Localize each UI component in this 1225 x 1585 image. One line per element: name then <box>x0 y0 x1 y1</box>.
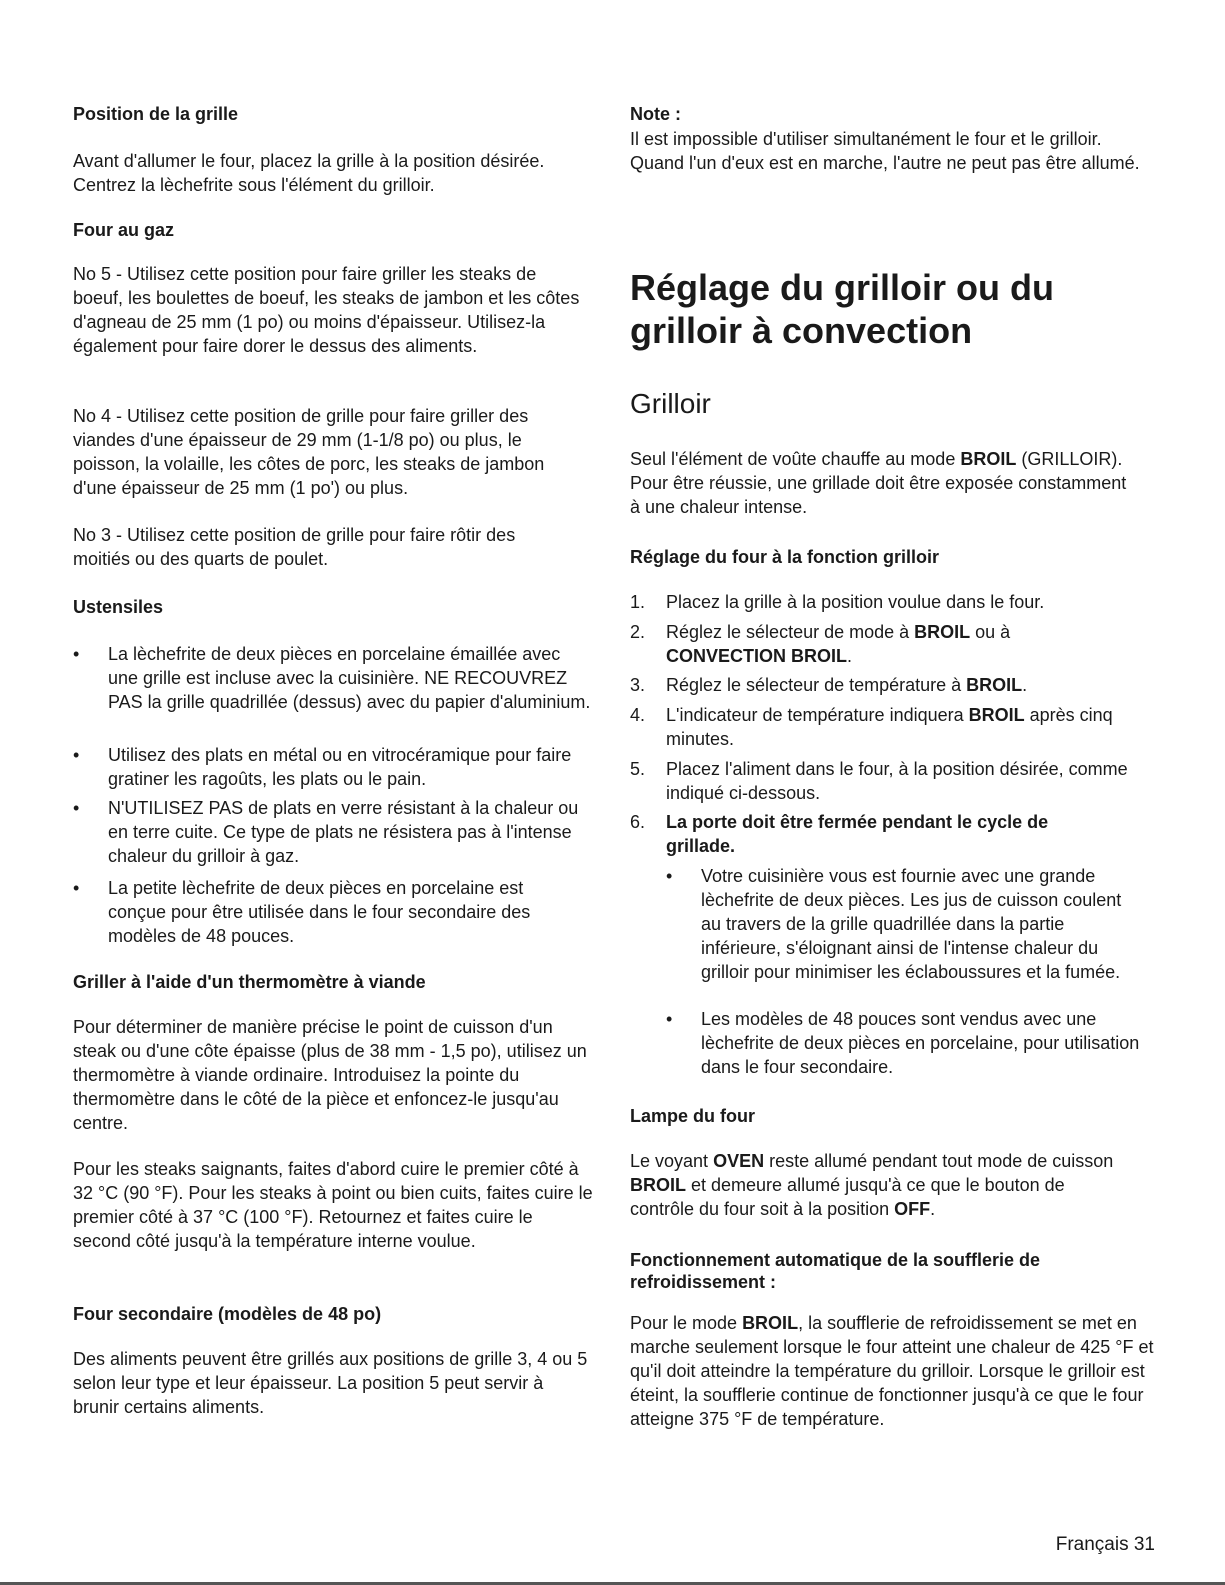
list-item <box>666 864 1146 984</box>
step-text: La porte doit être fermée pendant le cycle de grillade. <box>666 812 1049 856</box>
heading-grilloir: Grilloir <box>630 388 711 419</box>
step-number: 5. <box>630 759 646 779</box>
text-span: et demeure allumé jusqu'à ce que le bouton de contrôle du four soit à la position <box>630 1175 1065 1219</box>
heading-four-au-gaz: Four au gaz <box>73 220 175 240</box>
heading-thermometre: Griller à l'aide d'un thermomètre à viande <box>73 972 426 992</box>
heading-position-grille: Position de la grille <box>73 104 239 124</box>
bold-span: CONVECTION BROIL <box>666 646 848 666</box>
list-item <box>630 757 1136 805</box>
heading-soufflerie: Fonctionnement automatique de la soufflerie de refroidissement : <box>630 1250 1041 1292</box>
bullet-text: La lèchefrite de deux pièces en porcelaine émaillée avec une grille est incluse avec la cuisinière. NE RECOUVREZ PAS la grille quadrillée (dessus) avec du papier d'aluminium. <box>108 644 591 712</box>
bold-span: OVEN <box>713 1151 765 1171</box>
text-span: . <box>847 646 853 666</box>
text-span: . <box>1022 675 1028 695</box>
text-span: Seul l'élément de voûte chauffe au mode <box>630 449 961 469</box>
bullet-text: N'UTILISEZ PAS de plats en verre résistant à la chaleur ou en terre cuite. Ce type de plats ne résistera pas à l'intense chaleur du grilloir à gaz. <box>108 798 579 866</box>
paragraph-no5: No 5 - Utilisez cette position pour faire griller les steaks de boeuf, les boulettes de boeuf, les steaks de jambon et les côtes d'agneau de 25 mm (1 po) ou moins d'épaisseur. Utilisez-la également pour faire dorer le dessus des aliments. <box>73 264 580 356</box>
heading-lampe: Lampe du four <box>630 1106 755 1126</box>
paragraph-note: Il est impossible d'utiliser simultanément le four et le grilloir. Quand l'un d'eux est en marche, l'autre ne peut pas être allumé. <box>630 129 1140 173</box>
heading-note: Note : <box>630 104 681 124</box>
paragraph-thermometre-2: Pour les steaks saignants, faites d'abord cuire le premier côté à 32 °C (90 °F). Pour les steaks à point ou bien cuits, faites cuire le premier côté à 37 °C (100 °F). Retournez et faites cuire le second côté jusqu'à la température interne voulue. <box>73 1159 593 1251</box>
text-span: L'indicateur de température indiquera <box>666 705 969 725</box>
text-span: après cinq minutes. <box>666 705 1113 749</box>
list-item <box>73 876 578 948</box>
bullet-icon: • <box>73 644 80 664</box>
text-span: . <box>930 1199 936 1219</box>
bold-span: OFF <box>894 1199 931 1219</box>
step-number: 2. <box>630 622 646 642</box>
list-item <box>73 743 593 791</box>
bold-span: BROIL <box>968 705 1025 725</box>
bullet-icon: • <box>666 866 673 886</box>
text-span: , la soufflerie de refroidissement se met en marche seulement lorsque le four atteint une chaleur de 425 °F et qu'il doit atteindre la température du grilloir. Lorsque le grilloir est éteint, la soufflerie continue de fonctionner jusqu'à ce que le four atteigne 375 °F de température. <box>630 1313 1154 1429</box>
list-item <box>630 673 1146 697</box>
step-text: Placez la grille à la position voulue dans le four. <box>666 592 1045 612</box>
step-number: 1. <box>630 592 646 612</box>
step-number: 6. <box>630 812 646 832</box>
text-span: Réglez le sélecteur de mode à <box>666 622 915 642</box>
bullet-icon: • <box>73 745 80 765</box>
bold-span: BROIL <box>914 622 971 642</box>
text-span: ou à <box>970 622 1011 642</box>
text-span: Pour le mode <box>630 1313 743 1333</box>
list-item <box>630 590 1146 614</box>
paragraph-no4: No 4 - Utilisez cette position de grille pour faire griller des viandes d'une épaisseur de 29 mm (1-1/8 po) ou plus, le poisson, la volaille, les côtes de porc, les steaks de jambon d'une épaisseur de 25 mm (1 po') ou plus. <box>73 406 545 498</box>
paragraph-four-secondaire: Des aliments peuvent être grillés aux positions de grille 3, 4 ou 5 selon leur type et leur épaisseur. La position 5 peut servir à brunir certains aliments. <box>73 1349 588 1417</box>
list-item <box>73 642 593 714</box>
bullet-text: Votre cuisinière vous est fournie avec une grande lèchefrite de deux pièces. Les jus de cuisson coulent au travers de la grille quadrillée dans la partie inférieure, s'éloignant ainsi de l'intense chaleur du grilloir pour minimiser les éclaboussures et la fumée. <box>701 866 1122 982</box>
text-span: (GRILLOIR). Pour être réussie, une grillade doit être exposée constamment à une chaleur intense. <box>630 449 1127 517</box>
text-span: Le voyant <box>630 1151 714 1171</box>
bullet-text: Les modèles de 48 pouces sont vendus avec une lèchefrite de deux pièces en porcelaine, pour utilisation dans le four secondaire. <box>701 1009 1140 1077</box>
step-number: 3. <box>630 675 646 695</box>
bullet-text: La petite lèchefrite de deux pièces en porcelaine est conçue pour être utilisée dans le four secondaire des modèles de 48 pouces. <box>108 878 531 946</box>
text-span: reste allumé pendant tout mode de cuisson <box>764 1151 1114 1171</box>
text-span: Réglez le sélecteur de température à <box>666 675 967 695</box>
paragraph-position-grille: Avant d'allumer le four, placez la grille à la position désirée. Centrez la lèchefrite sous l'élément du grilloir. <box>73 151 545 195</box>
list-item <box>666 1007 1146 1079</box>
page-footer: Français 31 <box>1055 1534 1155 1555</box>
heading-ustensiles: Ustensiles <box>73 597 164 617</box>
bold-span: BROIL <box>630 1175 686 1195</box>
paragraph-soufflerie <box>630 1311 1155 1431</box>
paragraph-no3: No 3 - Utilisez cette position de grille pour faire rôtir des moitiés ou des quarts de poulet. <box>73 525 516 569</box>
bold-span: BROIL <box>960 449 1017 469</box>
bullet-icon: • <box>73 798 80 818</box>
bullet-icon: • <box>666 1009 673 1029</box>
step-number: 4. <box>630 705 646 725</box>
paragraph-thermometre-1: Pour déterminer de manière précise le point de cuisson d'un steak ou d'une côte épaisse (plus de 38 mm - 1,5 po), utilisez un thermomètre à viande ordinaire. Introduisez la pointe du thermomètre dans le côté de la pièce et enfoncez-le jusqu'au centre. <box>73 1017 587 1133</box>
bullet-text: Utilisez des plats en métal ou en vitrocéramique pour faire gratiner les ragoûts, les plats ou le pain. <box>108 745 572 789</box>
page-title: Réglage du grilloir ou du grilloir à convection <box>630 267 1055 351</box>
heading-reglage-four: Réglage du four à la fonction grilloir <box>630 547 940 567</box>
step-text: Placez l'aliment dans le four, à la position désirée, comme indiqué ci-dessous. <box>666 759 1128 803</box>
paragraph-grilloir-intro <box>630 447 1130 519</box>
list-item <box>630 620 1106 668</box>
list-item <box>630 810 1106 858</box>
heading-four-secondaire: Four secondaire (modèles de 48 po) <box>73 1304 382 1324</box>
bold-span: BROIL <box>966 675 1023 695</box>
bold-span: BROIL <box>742 1313 799 1333</box>
list-item <box>73 796 593 868</box>
list-item <box>630 703 1141 751</box>
bullet-icon: • <box>73 878 80 898</box>
paragraph-lampe <box>630 1149 1120 1221</box>
